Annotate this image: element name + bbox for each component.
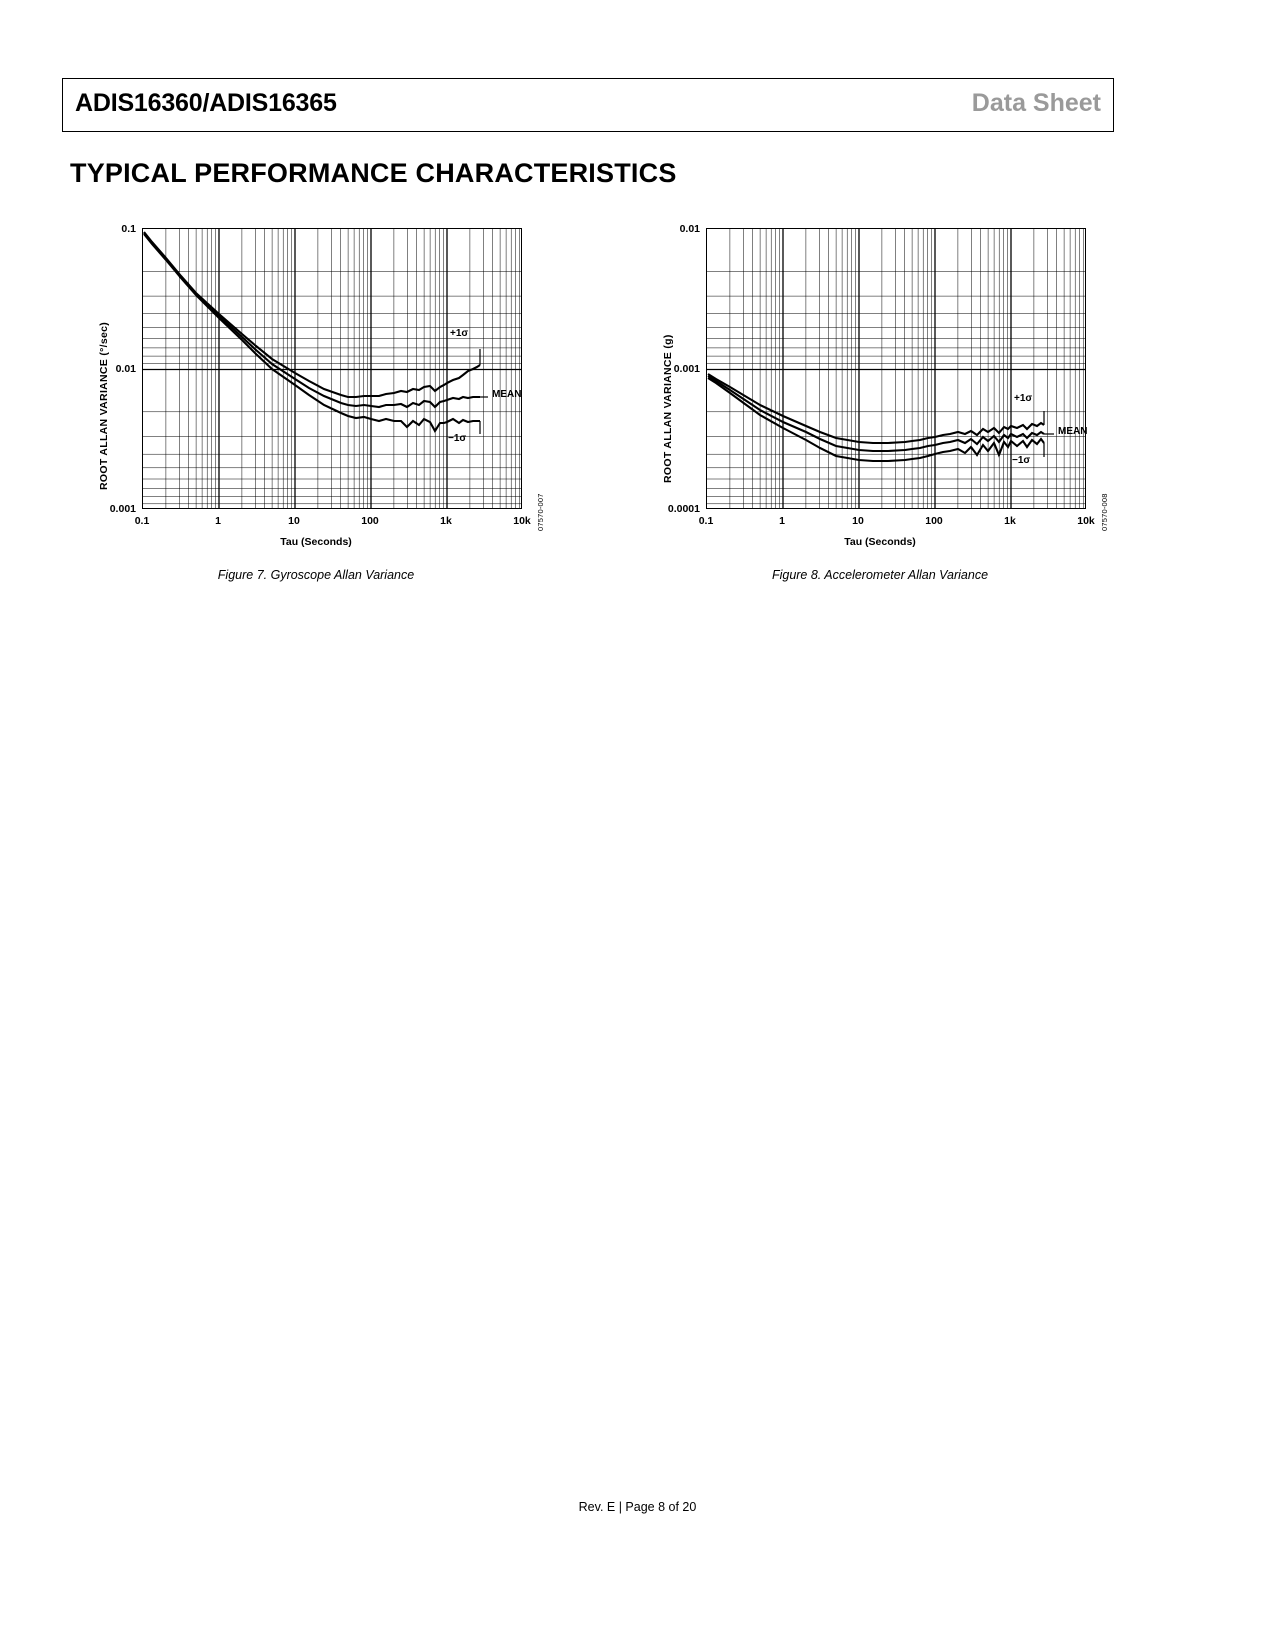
figure-8-x-axis-label: Tau (Seconds) — [844, 536, 916, 548]
figure-8-chart-svg — [707, 229, 1086, 509]
figure-7-label-mean: MEAN — [492, 389, 522, 400]
figure-7-ytick-0: 0.1 — [121, 223, 136, 235]
figure-8-xtick-0: 0.1 — [698, 515, 714, 527]
figure-7-ytick-2: 0.001 — [109, 503, 136, 515]
figure-7-ytick-1: 0.01 — [115, 363, 136, 375]
figure-7-chart-svg — [143, 229, 522, 509]
figure-8-caption: Figure 8. Accelerometer Allan Variance — [771, 568, 989, 582]
figure-7-caption: Figure 7. Gyroscope Allan Variance — [217, 568, 415, 582]
figure-7-xtick-5: 10k — [513, 515, 531, 527]
figure-8-label-minus-1-sigma: −1σ — [1012, 455, 1031, 466]
figure-7-y-axis-label: ROOT ALLAN VARIANCE (°/sec) — [98, 321, 110, 490]
figure-8-xtick-4: 1k — [1004, 515, 1016, 527]
figure-7-xtick-0: 0.1 — [134, 515, 150, 527]
figure-gyroscope-allan-variance — [76, 215, 556, 595]
figure-7-xtick-3: 100 — [361, 515, 379, 527]
figure-7-xtick-1: 1 — [215, 515, 221, 527]
figure-7-plot-area — [142, 228, 522, 509]
figure-7-xtick-4: 1k — [440, 515, 452, 527]
figure-8-plot-area — [706, 228, 1086, 509]
figure-8-ytick-1: 0.001 — [673, 363, 700, 375]
figure-8-xtick-1: 1 — [779, 515, 785, 527]
figure-7-label-plus-1-sigma: +1σ — [450, 328, 469, 339]
figure-8-ytick-2: 0.0001 — [667, 503, 700, 515]
figure-8-label-mean: MEAN — [1058, 426, 1088, 437]
figure-8-y-axis-label: ROOT ALLAN VARIANCE (g) — [662, 334, 674, 483]
page-footer — [0, 1500, 1275, 1514]
figure-8-label-plus-1-sigma: +1σ — [1014, 393, 1033, 404]
figure-8-id-code: 07570-008 — [1100, 493, 1109, 531]
figure-8-xtick-2: 10 — [852, 515, 864, 527]
figure-7-id-code: 07570-007 — [536, 493, 545, 531]
figure-8-ytick-0: 0.01 — [679, 223, 700, 235]
figure-7-x-axis-label: Tau (Seconds) — [280, 536, 352, 548]
document-type-label: Data Sheet — [971, 89, 1101, 117]
document-title: ADIS16360/ADIS16365 — [75, 89, 337, 117]
figure-7-label-minus-1-sigma: −1σ — [448, 433, 467, 444]
section-heading: TYPICAL PERFORMANCE CHARACTERISTICS — [70, 158, 677, 188]
footer-text: Rev. E | Page 8 of 20 — [578, 1500, 697, 1514]
page-header — [62, 78, 1114, 132]
figure-accelerometer-allan-variance — [640, 215, 1120, 595]
figure-8-xtick-5: 10k — [1077, 515, 1095, 527]
figure-7-xtick-2: 10 — [288, 515, 300, 527]
figure-8-xtick-3: 100 — [925, 515, 943, 527]
